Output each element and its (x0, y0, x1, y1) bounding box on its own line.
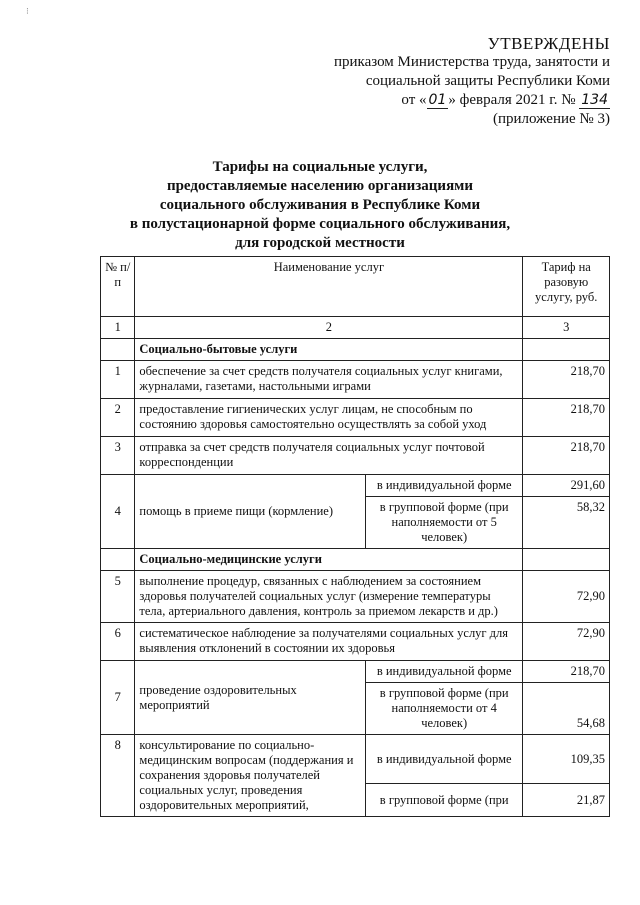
row-tariff: 54,68 (523, 683, 610, 735)
title-line-3: социального обслуживания в Республике Коми (159, 197, 481, 213)
row-tariff: 72,90 (523, 571, 610, 623)
row-num: 1 (101, 361, 135, 399)
table-row (101, 571, 610, 623)
row-form-individual: в индивидуальной форме (365, 661, 522, 683)
row-num: 8 (101, 735, 135, 817)
section-row (101, 549, 610, 571)
row-tariff: 218,70 (523, 437, 610, 475)
approval-block (280, 34, 610, 129)
row-num: 3 (101, 437, 135, 475)
colnum-3: 3 (523, 317, 610, 339)
row-num: 7 (101, 661, 135, 735)
row-tariff: 291,60 (523, 475, 610, 497)
title-line-4: в полустационарной форме социального обслуживания, (129, 216, 511, 232)
table-row (101, 437, 610, 475)
row-form-group: в групповой форме (при (365, 784, 522, 817)
approval-order-line: приказом Министерства труда, занятости и (333, 54, 610, 70)
header-name: Наименование услуг (135, 257, 523, 317)
title-line-1: Тарифы на социальные услуги, (212, 159, 428, 175)
title-line-5: для городской местности (235, 235, 405, 251)
row-tariff: 21,87 (523, 784, 610, 817)
section-row (101, 339, 610, 361)
header-tariff: Тариф на разовую услугу, руб. (523, 257, 610, 317)
colnum-1: 1 (101, 317, 135, 339)
row-service: обеспечение за счет средств получателя социальных услуг книгами, журналами, газетами, настольными играми (135, 361, 523, 399)
approval-heading: УТВЕРЖДЕНЫ (487, 34, 610, 53)
tariffs-table (100, 256, 610, 817)
row-form-group: в групповой форме (при наполняемости от 5 человек) (365, 497, 522, 549)
table-row (101, 661, 610, 683)
row-num: 4 (101, 475, 135, 549)
date-prefix: от « (401, 92, 427, 108)
row-service: выполнение процедур, связанных с наблюдением за состоянием здоровья получателей социальных услуг (измерение температуры тела, артериального давления, контроль за приемом лекарств и др.) (135, 571, 523, 623)
row-service: систематическое наблюдение за получателями социальных услуг для выявления отклонений в состоянии их здоровья (135, 623, 523, 661)
table-row (101, 361, 610, 399)
header-num: № п/п (101, 257, 135, 317)
row-tariff: 72,90 (523, 623, 610, 661)
scan-mark: ⁝ (26, 6, 29, 16)
row-num: 6 (101, 623, 135, 661)
table-row (101, 475, 610, 497)
section-value-empty (523, 339, 610, 361)
table-row (101, 399, 610, 437)
row-service: помощь в приеме пищи (кормление) (135, 475, 366, 549)
handwritten-number: 134 (581, 92, 608, 108)
section-value-empty (523, 549, 610, 571)
date-middle: » февраля 2021 г. № (448, 92, 576, 108)
row-tariff: 109,35 (523, 735, 610, 784)
document-title (90, 158, 550, 253)
row-tariff: 58,32 (523, 497, 610, 549)
approval-ministry-line: социальной защиты Республики Коми (365, 73, 610, 89)
section-num-empty (101, 339, 135, 361)
title-line-2: предоставляемые населению организациями (166, 178, 474, 194)
table-row (101, 623, 610, 661)
row-service: предоставление гигиенических услуг лицам, не способным по состоянию здоровья самостоятельно осуществлять за собой уход (135, 399, 523, 437)
column-number-row (101, 317, 610, 339)
row-form-individual: в индивидуальной форме (365, 475, 522, 497)
section-num-empty (101, 549, 135, 571)
row-tariff: 218,70 (523, 661, 610, 683)
handwritten-day: 01 (428, 92, 447, 108)
table-row (101, 735, 610, 784)
row-tariff: 218,70 (523, 361, 610, 399)
colnum-2: 2 (135, 317, 523, 339)
table-header-row (101, 257, 610, 317)
row-form-individual: в индивидуальной форме (365, 735, 522, 784)
row-service: консультирование по социально-медицинским вопросам (поддержания и сохранения здоровья получателей социальных услуг, проведения оздоровительных мероприятий, (135, 735, 366, 817)
appendix-label: (приложение № 3) (492, 111, 610, 127)
row-service: отправка за счет средств получателя социальных услуг почтовой корреспонденции (135, 437, 523, 475)
row-tariff: 218,70 (523, 399, 610, 437)
section-title: Социально-медицинские услуги (135, 549, 523, 571)
row-form-group: в групповой форме (при наполняемости от 4 человек) (365, 683, 522, 735)
approval-date-line (280, 91, 610, 110)
section-title: Социально-бытовые услуги (135, 339, 523, 361)
row-num: 5 (101, 571, 135, 623)
row-num: 2 (101, 399, 135, 437)
row-service: проведение оздоровительных мероприятий (135, 661, 366, 735)
